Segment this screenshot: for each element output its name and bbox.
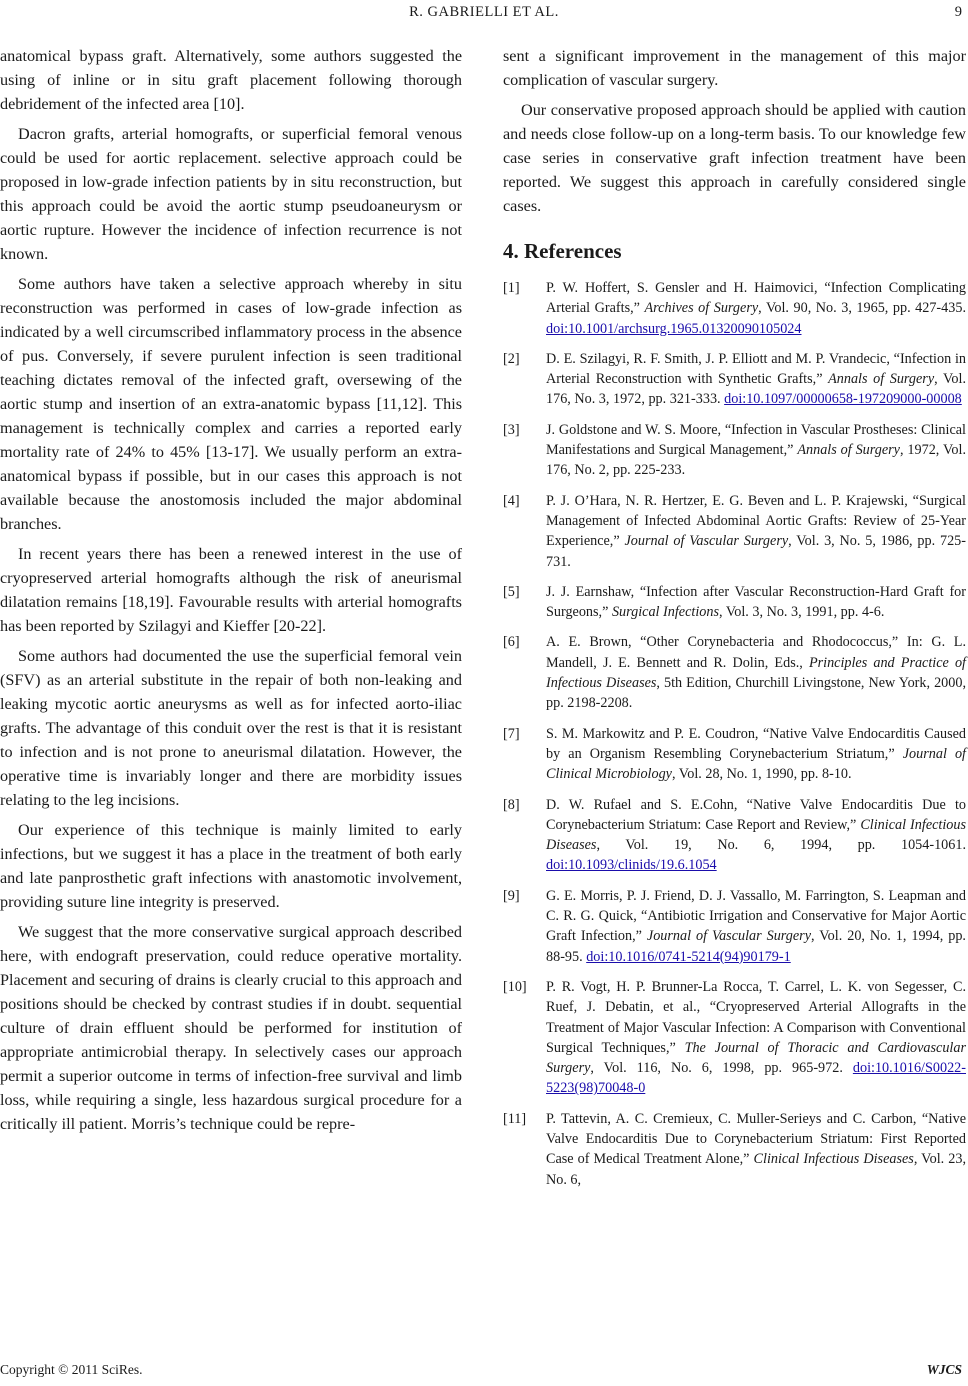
reference-number: [10] <box>503 978 527 995</box>
reference-doi-link[interactable]: doi:10.1093/clinids/19.6.1054 <box>546 857 717 874</box>
reference-doi-link[interactable]: doi:10.1016/S0022-5223(98)70048-0 <box>546 1060 966 1097</box>
reference-details: , Vol. 116, No. 6, 1998, pp. 965-972. <box>590 1060 853 1077</box>
reference-item <box>503 491 966 572</box>
reference-text: D. W. Rufael and S. E.Cohn, “Native Valve Endocarditis Due to Corynebacterium Striatum: Case Report and Review,” <box>546 796 966 833</box>
reference-source: Surgical Infections <box>611 604 719 621</box>
reference-details: , Vol. 23, No. 6, <box>546 1151 966 1188</box>
page-footer <box>0 1362 968 1382</box>
body-paragraph: In recent years there has been a renewed interest in the use of cryopreserved arterial homografts although the risk of aneurismal dilatation remains [18,19]. Favourable results with arterial homografts has been reported by Szilagyi and Kieffer [20-22]. <box>0 545 462 635</box>
reference-item <box>503 795 966 876</box>
reference-details: , Vol. 19, No. 6, 1994, pp. 1054-1061. <box>596 837 966 854</box>
body-paragraph: Our experience of this technique is mainly limited to early infections, but we suggest it has a place in the treatment of both early and late panprosthetic graft infections with anastomotic involvement, providing suture line integrity is preserved. <box>0 821 462 911</box>
reference-text: J. J. Earnshaw, “Infection after Vascular Reconstruction-Hard Graft for Surgeons,” <box>546 583 966 621</box>
reference-details: , Vol. 176, No. 3, 1972, pp. 321-333. <box>546 371 967 408</box>
reference-source: Journal of Vascular Surgery <box>624 533 789 550</box>
reference-item <box>503 1109 966 1190</box>
reference-source: Principles and Practice of Infectious Diseases <box>546 654 966 692</box>
reference-number: [11] <box>503 1110 527 1127</box>
body-paragraph: Our conservative proposed approach should be applied with caution and needs close follow-up on a long-term basis. To our knowledge few case series in conservative graft infection treatment have been reported. We suggest this approach in carefully considered single cases. <box>503 101 966 215</box>
reference-item <box>503 886 966 967</box>
body-paragraph: Some authors had documented the use the superficial femoral vein (SFV) as an arterial substitute in the repair of both non-leaking and leaking mycotic aortic aneurysms as well as for infected aorto-iliac grafts. The advantage of this conduit over the rest is that it is resistant to infection and is not prone to aneurismal dilatation. However, the operative time is invariably longer and there are morbidity issues relating to the leg incisions. <box>0 647 462 809</box>
reference-details: , Vol. 3, No. 3, 1991, pp. 4-6. <box>719 604 885 621</box>
reference-text: P. R. Vogt, H. P. Brunner-La Rocca, T. Carrel, L. K. von Segesser, C. Ruef, J. Debatin, et al., “Cryopreserved Arterial Allografts in the Treatment of Major Vascular Infection: A Comparison with Conventional Surgical Techniques,” <box>546 978 966 1056</box>
reference-number: [5] <box>503 583 520 600</box>
reference-source: Clinical Infectious Diseases <box>546 816 967 854</box>
reference-number: [1] <box>503 280 520 296</box>
reference-item <box>503 349 966 410</box>
reference-source: Journal of Clinical Microbiology <box>546 745 967 783</box>
reference-source: The Journal of Thoracic and Cardiovascular Surgery <box>546 1039 966 1077</box>
body-paragraph: We suggest that the more conservative surgical approach described here, with endograft preservation, could reduce operative mortality. Placement and securing of drains is clearly crucial to this approach and positions should be checked by contrast studies if in doubt. sequential culture of drain effluent should be performed for institution of appropriate antimicrobial therapy. In selectively cases our approach permit a superior outcome in terms of infection-free survival and limb loss, while requiring a single, less hazardous surgical procedure for a critically ill patient. Morris’s technique could be repre- <box>0 923 462 1133</box>
reference-details: , 5th Edition, Churchill Livingstone, New York, 2000, pp. 2198-2208. <box>546 675 966 712</box>
reference-doi-link[interactable]: doi:10.1097/00000658-197209000-00008 <box>724 391 962 408</box>
reference-doi-link[interactable]: doi:10.1001/archsurg.1965.01320090105024 <box>546 320 802 337</box>
reference-item <box>503 724 966 785</box>
reference-source: Journal of Vascular Surgery <box>646 928 812 945</box>
journal-abbreviation: WJCS <box>926 1362 962 1377</box>
reference-item <box>503 977 966 1099</box>
reference-details: , 1972, Vol. 176, No. 2, pp. 225-233. <box>546 442 966 479</box>
reference-item <box>503 420 966 481</box>
reference-details: , Vol. 28, No. 1, 1990, pp. 8-10. <box>671 766 852 783</box>
reference-text: S. M. Markowitz and P. E. Coudron, “Native Valve Endocarditis Caused by an Organism Resembling Corynebacterium Striatum,” <box>546 725 966 762</box>
running-header <box>0 4 968 26</box>
reference-number: [2] <box>503 350 520 367</box>
reference-item <box>503 278 966 339</box>
reference-number: [3] <box>503 421 520 438</box>
body-paragraph: Dacron grafts, arterial homografts, or superficial femoral venous could be used for aortic replacement. selective approach could be proposed in low-grade infection patients by in situ reconstruction, but this approach could be avoid the aortic stump pseudoaneurysm or aortic rupture. However the incidence of infection recurrence is not known. <box>0 125 462 263</box>
left-column <box>0 44 462 1142</box>
copyright-notice: Copyright © 2011 SciRes. <box>0 1362 143 1377</box>
reference-doi-link[interactable]: doi:10.1016/0741-5214(94)90179-1 <box>586 948 791 965</box>
reference-number: [7] <box>503 725 520 742</box>
body-paragraph: anatomical bypass graft. Alternatively, some authors suggested the using of inline or in situ graft placement following thorough debridement of the infected area [10]. <box>0 47 462 113</box>
reference-text: A. E. Brown, “Other Corynebacteria and Rhodococcus,” In: G. L. Mandell, J. E. Bennett and R. Dolin, Eds., <box>546 634 966 671</box>
reference-details: , Vol. 90, No. 3, 1965, pp. 427-435. <box>758 300 966 317</box>
reference-number: [4] <box>503 492 520 509</box>
reference-text: P. W. Hoffert, S. Gensler and H. Haimovici, “Infection Complicating Arterial Grafts,” <box>546 280 966 317</box>
reference-details: , Vol. 20, No. 1, 1994, pp. 88-95. <box>546 928 966 965</box>
reference-text: G. E. Morris, P. J. Friend, D. J. Vassallo, M. Farrington, S. Leapman and C. R. G. Quick, “Antibiotic Irrigation and Conservative for Major Aortic Graft Infection,” <box>546 887 966 945</box>
section-heading-references: 4. References <box>503 239 622 263</box>
reference-text: P. Tattevin, A. C. Cremieux, C. Muller-Serieys and C. Carbon, “Native Valve Endocarditis Due to Corynebacterium Striatum: First Reported Case of Medical Treatment Alone,” <box>546 1110 966 1168</box>
right-column <box>503 44 966 1200</box>
reference-item <box>503 632 966 713</box>
reference-source: Annals of Surgery <box>828 371 935 388</box>
reference-source: Annals of Surgery <box>797 442 900 459</box>
reference-number: [9] <box>503 887 520 904</box>
reference-number: [8] <box>503 796 520 813</box>
reference-text: J. Goldstone and W. S. Moore, “Infection in Vascular Prostheses: Clinical Manifestations and Surgical Management,” <box>546 421 966 459</box>
reference-source: Archives of Surgery <box>644 300 759 317</box>
reference-number: [6] <box>503 634 520 651</box>
running-head-authors: R. GABRIELLI ET AL. <box>409 4 559 20</box>
reference-details: , Vol. 3, No. 5, 1986, pp. 725-731. <box>546 533 966 570</box>
reference-list <box>503 278 966 1190</box>
reference-text: P. J. O’Hara, N. R. Hertzer, E. G. Beven and L. P. Krajewski, “Surgical Management of Infected Abdominal Aortic Grafts: Review of 25-Year Experience,” <box>546 492 966 550</box>
body-paragraph: Some authors have taken a selective approach whereby in situ reconstruction was performed in cases of low-grade infection as indicated by a well circumscribed inflammatory process in the absence of pus. Conversely, if severe purulent infection is seen traditional teaching dictates removal of the infected graft, oversewing of the aortic stump and insertion of an extra-anatomic bypass [11,12]. This management is technically complex and carries a reported early mortality rate of 24% to 45% [13-17]. We usually perform an extra-anatomical bypass if possible, but in our cases this approach is not available because the anostomosis included the major abdominal branches. <box>0 275 462 533</box>
body-paragraph: sent a significant improvement in the management of this major complication of vascular surgery. <box>503 47 966 89</box>
reference-text: D. E. Szilagyi, R. F. Smith, J. P. Elliott and M. P. Vrandecic, “Infection in Arterial Reconstruction with Synthetic Grafts,” <box>546 350 966 388</box>
reference-item <box>503 582 966 623</box>
reference-source: Clinical Infectious Diseases <box>753 1151 914 1168</box>
page-number: 9 <box>954 4 962 20</box>
